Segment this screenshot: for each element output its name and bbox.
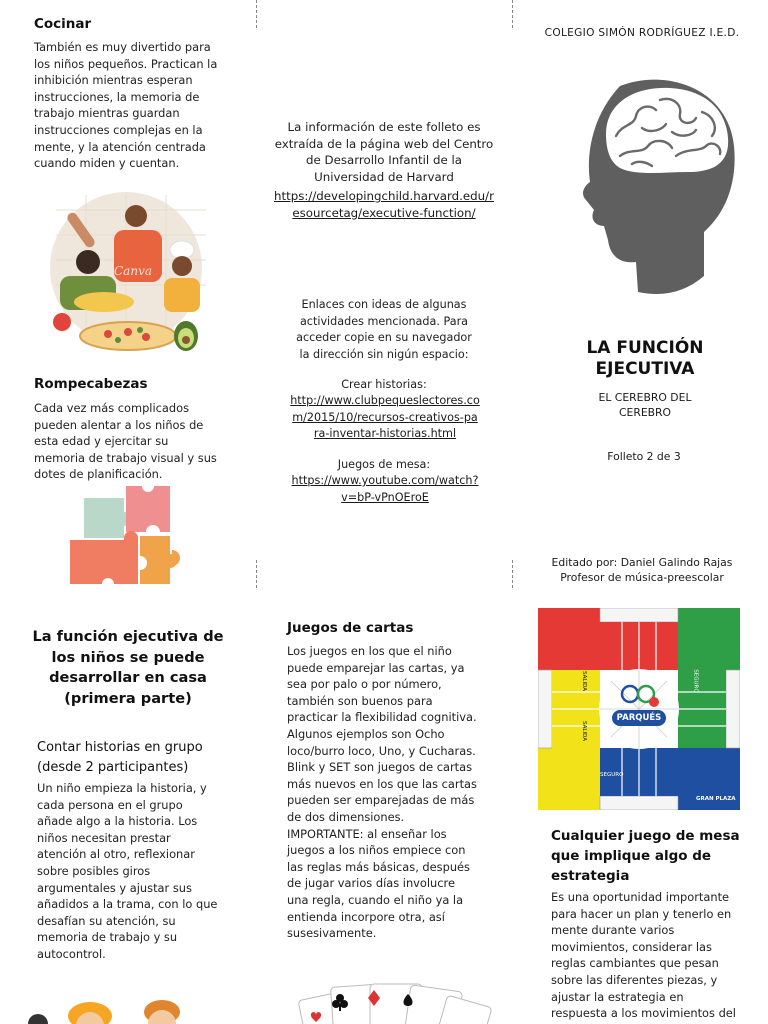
- rompecabezas-body: Cada vez más complicados pueden alentar a los niños de esta edad y ejercitar su memoria de trabajo visual y sus dotes de planificación.: [34, 401, 217, 482]
- editor-role: Profesor de música-preescolar: [560, 571, 724, 584]
- games-label: Juegos de mesa:: [337, 458, 431, 471]
- cocinar-title: Cocinar: [34, 16, 92, 32]
- board-title: PARQUÉS: [616, 713, 662, 723]
- brain-head-illustration: [576, 76, 738, 302]
- puzzle-illustration: [68, 484, 188, 588]
- cocinar-body: También es muy divertido para los niños pequeños. Practican la inhibición mientras esperan instrucciones, la memoria de trabajo mientras guardan instrucciones complejas en la mente, y la atención centrada cuando miden y cuentan.: [34, 40, 218, 171]
- booklet-number: Folleto 2 de 3: [607, 450, 681, 463]
- fold-divider: [512, 0, 513, 28]
- links-intro: Enlaces con ideas de algunas actividades mencionada. Para acceder copie en su navegador la dirección sin nigún espacio:: [296, 298, 472, 361]
- children-illustration: [24, 994, 224, 1024]
- cards-illustration: [292, 978, 492, 1024]
- school-name: COLEGIO SIMÓN RODRÍGUEZ I.E.D.: [544, 27, 740, 39]
- board-brand: GRAN PLAZA: [696, 796, 736, 802]
- board-cell-label: SEGURO: [692, 669, 699, 693]
- cover-subtitle: EL CEREBRO DEL CEREBRO: [598, 391, 692, 419]
- home-body: Un niño empieza la historia, y cada persona en el grupo añade algo a la historia. Los niños necesitan prestar atención al otro, reflexionar sobre posibles giros argumentales y ajustar sus añadidos a la trama, con lo que desafían su atención, su memoria de trabajo y su autocontrol.: [37, 781, 218, 961]
- source-link[interactable]: https://developingchild.harvard.edu/resourcetag/executive-function/: [274, 189, 494, 220]
- cooking-illustration: [46, 190, 216, 358]
- rompecabezas-title: Rompecabezas: [34, 376, 148, 392]
- image-watermark: Canva: [114, 264, 152, 278]
- cartas-title: Juegos de cartas: [287, 620, 414, 636]
- fold-divider: [256, 0, 257, 28]
- mesa-title: Cualquier juego de mesa que implique algo de estrategia: [551, 828, 740, 884]
- fold-divider: [512, 560, 513, 588]
- board-cell-label: SALIDA: [580, 671, 587, 691]
- mesa-body: Es una oportunidad importante para hacer un plan y tenerlo en mente durante varios movimientos, considerar las reglas cambiantes que pesan sobre las diferentes piezas, y ajustar la estrategia en respuesta a los movimientos del: [551, 890, 736, 1021]
- story-label: Crear historias:: [341, 378, 427, 391]
- fold-divider: [256, 560, 257, 588]
- home-subheading: Contar historias en grupo (desde 2 participantes): [37, 740, 203, 775]
- story-link[interactable]: http://www.clubpequeslectores.com/2015/10/recursos-creativos-para-inventar-historias.html: [290, 394, 480, 441]
- cartas-body: Los juegos en los que el niño puede emparejar las cartas, ya sea por palo o por número, también son buenos para practicar la flexibilidad cognitiva. Algunos ejemplos son Ocho loco/burro loco, Uno, y Cucharas. Blink y SET son juegos de cartas más nuevos en los que las cartas pueden ser emparejadas de más de dos dimensiones. IMPORTANTE: al enseñar los juegos a los niños empiece con las reglas más básicas, después de jugar varios días involucre una regla, cuando el niño ya la entienda incorpore otra, así susesivamente.: [287, 644, 477, 941]
- parques-board: [538, 608, 740, 810]
- edited-by: Editado por: Daniel Galindo Rajas: [551, 556, 733, 569]
- home-heading: La función ejecutiva de los niños se puede desarrollar en casa (primera parte): [32, 628, 224, 707]
- board-cell-label: SEGURO: [600, 772, 624, 778]
- source-text: La información de este folleto es extraída de la página web del Centro de Desarrollo Infantil de la Universidad de Harvard: [274, 120, 494, 184]
- cover-title: LA FUNCIÓN EJECUTIVA: [586, 338, 704, 379]
- board-cell-label: SALIDA: [580, 721, 587, 741]
- games-link[interactable]: https://www.youtube.com/watch?v=bP-vPnOEroE: [291, 474, 479, 504]
